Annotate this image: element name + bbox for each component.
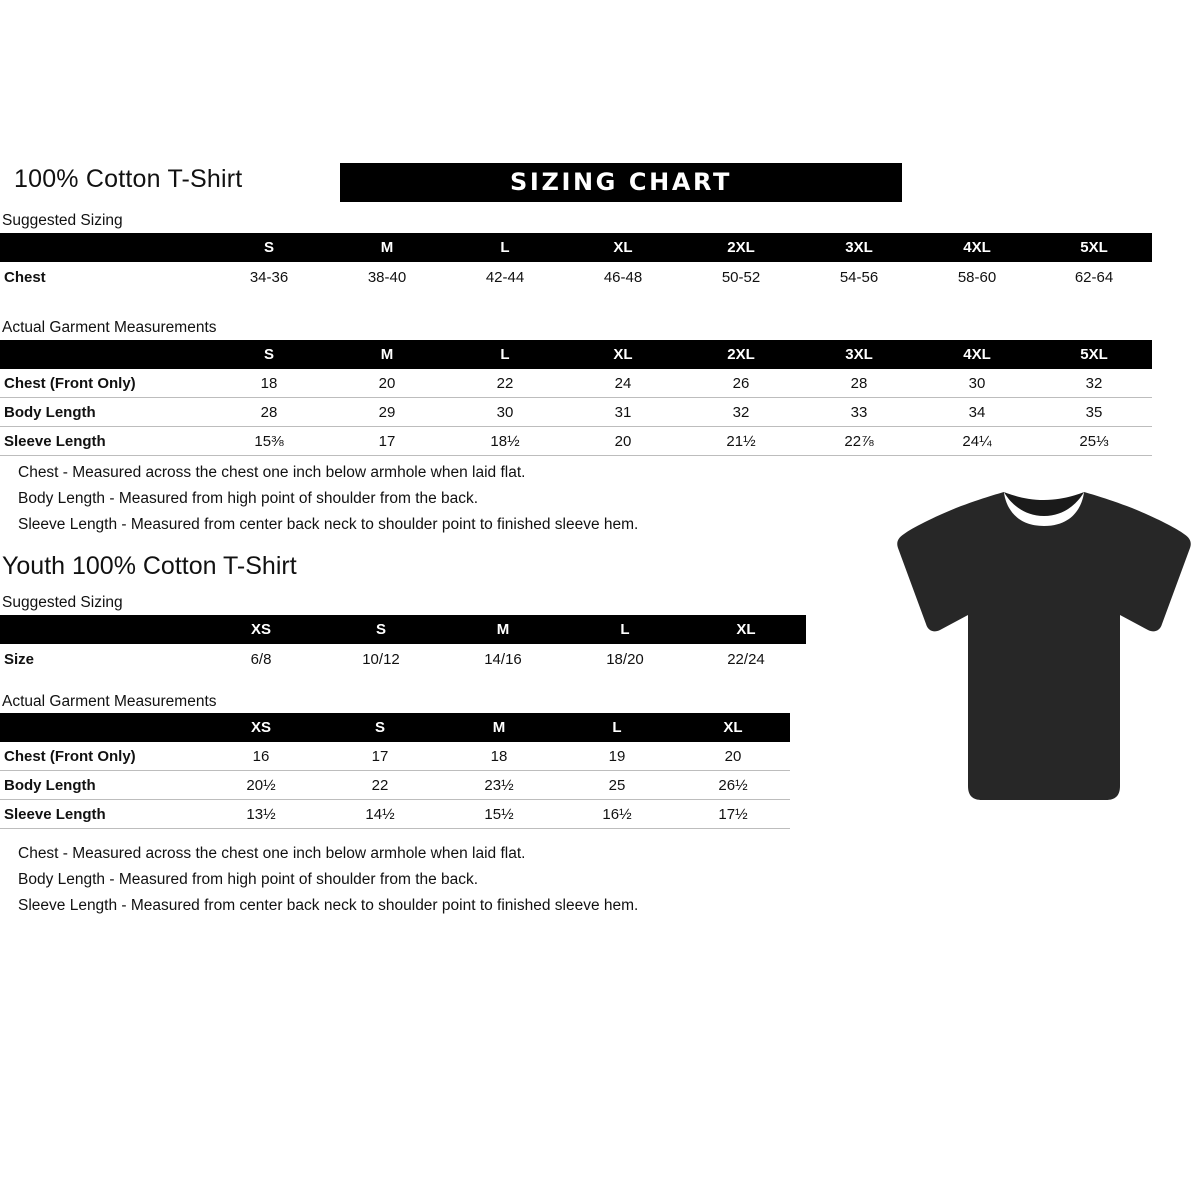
- table-row: [0, 644, 806, 674]
- table-row: [0, 398, 1152, 427]
- column-header: 5XL: [1036, 340, 1152, 369]
- table-header-row: [0, 713, 790, 742]
- note-body-length: Body Length - Measured from high point of shoulder from the back.: [18, 871, 479, 888]
- row-header: Size: [4, 650, 35, 668]
- table-cell: 28: [800, 369, 918, 398]
- column-header: S: [210, 340, 328, 369]
- table-cell: 46-48: [603, 268, 643, 286]
- column-header: M: [442, 615, 564, 644]
- row-header: Chest (Front Only): [0, 742, 202, 771]
- note-body-length: Body Length - Measured from high point of shoulder from the back.: [18, 490, 479, 507]
- column-header: XL: [564, 340, 682, 369]
- t-shirt-body: [897, 492, 1191, 800]
- adult-measurements-table: [0, 340, 1152, 456]
- table-cell: 22⅞: [800, 427, 918, 456]
- column-header: 3XL: [800, 233, 918, 262]
- table-cell: 15½: [440, 800, 558, 829]
- table-cell: 24: [564, 369, 682, 398]
- table-cell: 25: [558, 771, 676, 800]
- adult-actual-label: Actual Garment Measurements: [2, 319, 217, 336]
- row-header: Chest: [4, 268, 46, 286]
- table-cell: 30: [446, 398, 564, 427]
- table-cell: 50-52: [721, 268, 761, 286]
- table-cell: 16: [202, 742, 320, 771]
- table-cell: 18½: [446, 427, 564, 456]
- column-header: 2XL: [682, 340, 800, 369]
- column-header: 3XL: [800, 340, 918, 369]
- column-header: M: [328, 340, 446, 369]
- table-cell: 16½: [558, 800, 676, 829]
- table-header-row: [0, 340, 1152, 369]
- table-cell: 26½: [676, 771, 790, 800]
- column-header: XL: [564, 233, 682, 262]
- table-cell: 20: [564, 427, 682, 456]
- table-cell: 20½: [202, 771, 320, 800]
- t-shirt-illustration: [896, 486, 1192, 804]
- column-header: L: [558, 713, 676, 742]
- column-header: M: [328, 233, 446, 262]
- table-cell: 20: [676, 742, 790, 771]
- table-cell: 17: [320, 742, 440, 771]
- table-cell: 15⅜: [210, 427, 328, 456]
- column-header: XL: [676, 713, 790, 742]
- column-header: S: [210, 233, 328, 262]
- table-cell: 58-60: [957, 268, 997, 286]
- column-header: XL: [686, 615, 806, 644]
- table-row: [0, 369, 1152, 398]
- column-header: 2XL: [682, 233, 800, 262]
- table-cell: 32: [1036, 369, 1152, 398]
- table-cell: 22/24: [727, 650, 765, 668]
- table-cell: 26: [682, 369, 800, 398]
- table-cell: 28: [210, 398, 328, 427]
- table-header-row: [0, 233, 1152, 262]
- column-header: XS: [202, 615, 320, 644]
- youth-notes: [18, 841, 638, 919]
- youth-measurements-table: [0, 713, 790, 829]
- table-cell: 14/16: [484, 650, 522, 668]
- table-cell: 18: [440, 742, 558, 771]
- column-header: [0, 340, 210, 369]
- youth-suggested-label: Suggested Sizing: [2, 594, 123, 611]
- column-header: L: [564, 615, 686, 644]
- column-header: XS: [202, 713, 320, 742]
- table-row: [0, 262, 1152, 292]
- table-cell: 54-56: [839, 268, 879, 286]
- column-header: [0, 233, 210, 262]
- column-header: M: [440, 713, 558, 742]
- table-cell: 34-36: [249, 268, 289, 286]
- table-cell: 29: [328, 398, 446, 427]
- table-cell: 35: [1036, 398, 1152, 427]
- column-header: S: [320, 713, 440, 742]
- table-cell: 20: [328, 369, 446, 398]
- note-sleeve-length: Sleeve Length - Measured from center back neck to shoulder point to finished sleeve hem.: [18, 897, 639, 914]
- column-header: 4XL: [918, 340, 1036, 369]
- note-chest: Chest - Measured across the chest one inch below armhole when laid flat.: [18, 845, 526, 862]
- note-chest: Chest - Measured across the chest one inch below armhole when laid flat.: [18, 464, 526, 481]
- table-header-row: [0, 615, 806, 644]
- sizing-chart-banner-label: SIZING CHART: [510, 168, 732, 196]
- table-cell: 32: [682, 398, 800, 427]
- table-cell: 23½: [440, 771, 558, 800]
- table-cell: 13½: [202, 800, 320, 829]
- adult-suggested-table: [0, 233, 1152, 292]
- adult-notes: [18, 460, 638, 538]
- adult-suggested-label: Suggested Sizing: [2, 212, 123, 229]
- table-cell: 14½: [320, 800, 440, 829]
- table-cell: 22: [446, 369, 564, 398]
- table-cell: 18: [210, 369, 328, 398]
- sizing-chart-banner: [340, 163, 902, 202]
- row-header: Sleeve Length: [0, 800, 202, 829]
- note-sleeve-length: Sleeve Length - Measured from center back neck to shoulder point to finished sleeve hem.: [18, 516, 639, 533]
- table-cell: 31: [564, 398, 682, 427]
- row-header: Chest (Front Only): [0, 369, 210, 398]
- table-row: [0, 742, 790, 771]
- youth-suggested-table: [0, 615, 806, 674]
- table-cell: 24¼: [918, 427, 1036, 456]
- column-header: S: [320, 615, 442, 644]
- table-cell: 34: [918, 398, 1036, 427]
- table-cell: 10/12: [362, 650, 400, 668]
- table-cell: 30: [918, 369, 1036, 398]
- row-header: Sleeve Length: [0, 427, 210, 456]
- t-shirt-collar: [1004, 492, 1084, 516]
- table-cell: 17½: [676, 800, 790, 829]
- table-cell: 19: [558, 742, 676, 771]
- table-cell: 62-64: [1074, 268, 1114, 286]
- table-cell: 33: [800, 398, 918, 427]
- youth-section-title: Youth 100% Cotton T-Shirt: [2, 552, 297, 580]
- column-header: [0, 713, 202, 742]
- table-cell: 38-40: [367, 268, 407, 286]
- row-header: Body Length: [0, 771, 202, 800]
- table-row: [0, 771, 790, 800]
- row-header: Body Length: [0, 398, 210, 427]
- table-cell: 21½: [682, 427, 800, 456]
- table-cell: 22: [320, 771, 440, 800]
- table-cell: 25⅓: [1036, 427, 1152, 456]
- table-cell: 6/8: [250, 650, 272, 668]
- column-header: 4XL: [918, 233, 1036, 262]
- column-header: L: [446, 340, 564, 369]
- youth-actual-label: Actual Garment Measurements: [2, 693, 217, 710]
- adult-section-title: 100% Cotton T-Shirt: [14, 165, 243, 193]
- column-header: [0, 615, 202, 644]
- column-header: L: [446, 233, 564, 262]
- table-cell: 17: [328, 427, 446, 456]
- column-header: 5XL: [1036, 233, 1152, 262]
- table-cell: 18/20: [606, 650, 644, 668]
- table-cell: 42-44: [485, 268, 525, 286]
- table-row: [0, 800, 790, 829]
- table-row: [0, 427, 1152, 456]
